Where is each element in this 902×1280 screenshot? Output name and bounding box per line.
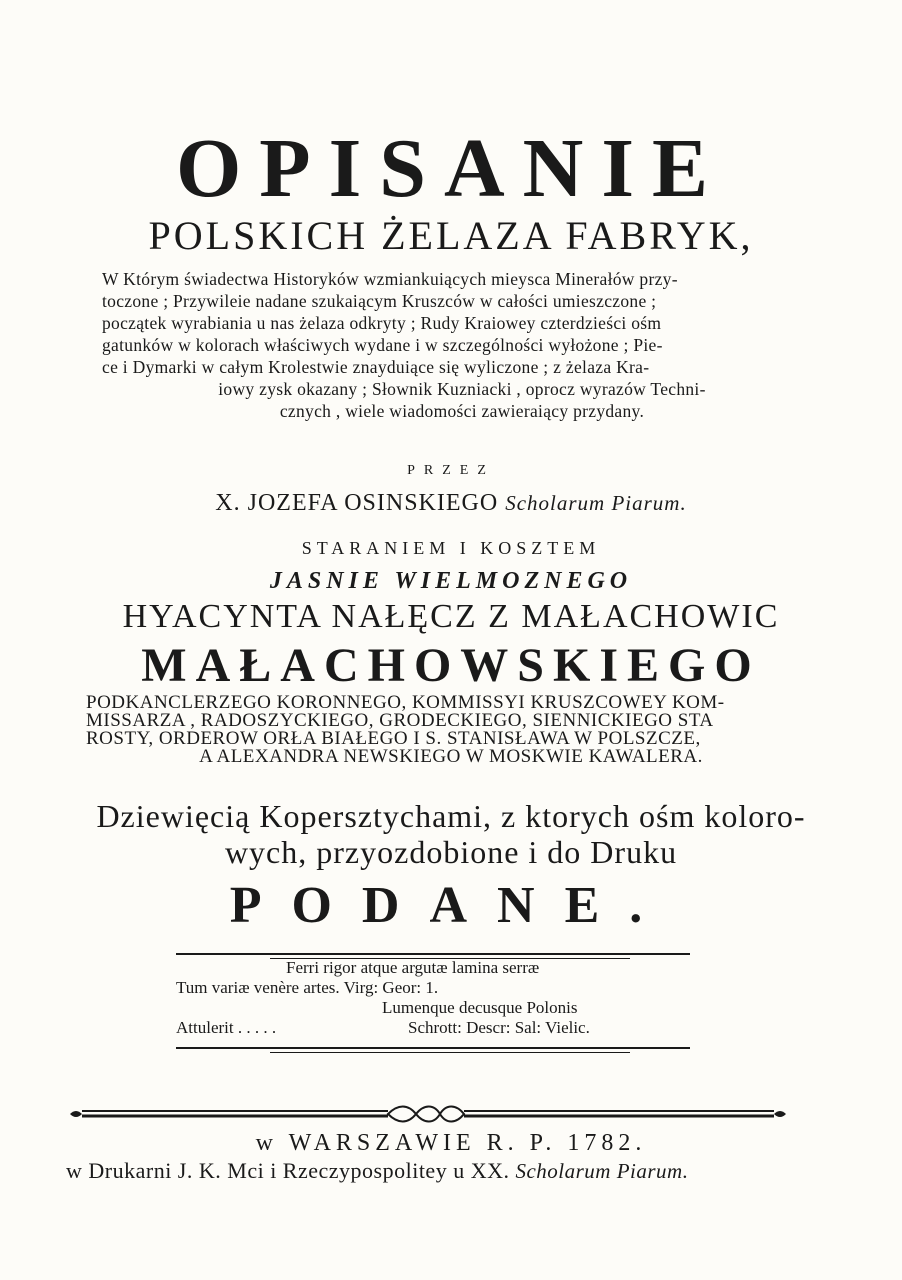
printer-text: w Drukarni J. K. Mci i Rzeczypospolitey u XX. [66, 1158, 510, 1183]
description-line: toczone ; Przywileie nadane szukaiącym Kruszców w całości umieszczone ; [102, 291, 657, 311]
patron-titles [86, 694, 816, 766]
description-line: cznych , wiele wiadomości zawieraiący przydany. [279, 401, 645, 421]
patron-title-line: A ALEXANDRA NEWSKIEGO W MOSKWIE KAWALERA. [199, 746, 703, 767]
divider-rule [176, 953, 690, 955]
patron-title-line: PODKANCLERZEGO KORONNEGO, KOMMISSYI KRUSZCOWEY KOM- [86, 692, 725, 713]
printer-line [66, 1158, 806, 1184]
podane-heading: PODANE. [229, 877, 673, 934]
motto-line: Tum variæ venère artes. Virg: Geor: 1. [176, 978, 439, 997]
place-date-line: w WARSZAWIE R. P. 1782. [255, 1130, 647, 1156]
patron-line: HYACYNTA NAŁĘCZ Z MAŁACHOWIC [122, 598, 780, 635]
author-name: X. JOZEFA OSINSKIEGO [215, 490, 499, 516]
motto-attribution-left: Attulerit . . . . . [176, 1018, 277, 1037]
motto-line [176, 1018, 676, 1038]
staraniem-line: STARANIEM I KOSZTEM [301, 538, 601, 558]
patron-title-line: MISSARZA , RADOSZYCKIEGO, GRODECKIEGO, SIENNICKIEGO STA [86, 710, 714, 731]
engravings-line: Dziewięcią Kopersztychami, z ktorych ośm koloro- [96, 798, 806, 834]
printer-order: Scholarum Piarum. [515, 1159, 689, 1183]
jasnie-line: JASNIE WIELMOZNEGO [269, 568, 633, 594]
description-line: iowy zysk okazany ; Słownik Kuzniacki , oprocz wyrazów Techni- [218, 379, 706, 399]
patron-title-line: ROSTY, ORDEROW ORŁA BIAŁEGO I S. STANISŁAWA W POLSZCZE, [86, 728, 701, 749]
divider-rule [270, 1052, 630, 1053]
motto-attribution-right: Schrott: Descr: Sal: Vielic. [408, 1018, 590, 1037]
description-line: W Którym świadectwa Historyków wzmiankuiących mieysca Minerałów przy- [102, 269, 678, 289]
engravings-line: wych, przyozdobione i do Druku [224, 834, 678, 870]
motto-line: Ferri rigor atque argutæ lamina serræ [286, 958, 540, 977]
subtitle: POLSKICH ŻELAZA FABRYK, [148, 213, 754, 258]
main-title: OPISANIE [175, 122, 727, 215]
author-line [0, 490, 902, 517]
description-line: początek wyrabiania u nas żelaza odkryty ; Rudy Kraiowey czterdzieści ośm [102, 313, 662, 333]
patron-surname: MAŁACHOWSKIEGO [141, 639, 761, 692]
description-line: gatunków w kolorach właściwych wydane i w szczególności wyłożone ; Pie- [102, 335, 663, 355]
description-line: ce i Dymarki w całym Krolestwie znayduiące się wyliczone ; z żelaza Kra- [102, 357, 650, 377]
ornamental-rule-icon [68, 1102, 788, 1126]
motto-block [176, 958, 676, 1038]
przez-label: PRZEZ [407, 463, 495, 478]
author-order: Scholarum Piarum. [505, 491, 687, 515]
description-block [102, 268, 822, 422]
motto-line: Lumenque decusque Polonis [382, 998, 578, 1017]
divider-rule [176, 1047, 690, 1049]
